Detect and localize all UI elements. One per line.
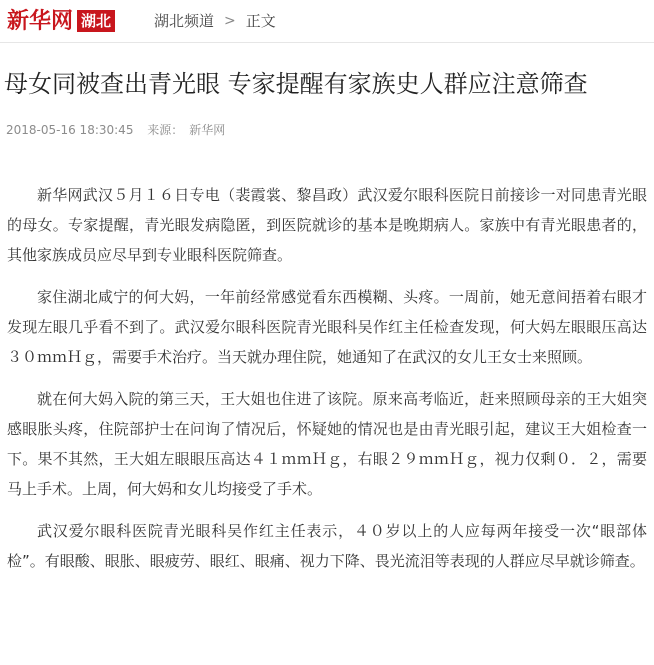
article-paragraph: 新华网武汉５月１６日专电（裴霞裳、黎昌政）武汉爱尔眼科医院日前接诊一对同患青光眼的母女。专家提醒，青光眼发病隐匿，到医院就诊的基本是晚期病人。家族中有青光眼患者的，其他家族成员应尽早到专业眼科医院筛查。 [7, 186, 647, 264]
article-date: 2018-05-16 18:30:45 [6, 123, 134, 137]
breadcrumb-channel-link[interactable]: 湖北频道 [154, 12, 215, 30]
article-source: 新华网 [189, 123, 226, 137]
article-paragraph: 家住湖北咸宁的何大妈，一年前经常感觉看东西模糊、头疼。一周前，她无意间捂着右眼才发现左眼几乎看不到了。武汉爱尔眼科医院青光眼科吴作红主任检查发现，何大妈左眼眼压高达３０ｍｍＨｇ，需要手术治疗。当天就办理住院，她通知了在武汉的女儿王女士来照顾。 [7, 288, 647, 366]
breadcrumb [154, 11, 276, 31]
article-meta [6, 121, 235, 139]
article-body [7, 180, 647, 588]
logo-region-badge: 湖北 [77, 10, 115, 32]
logo-main-text: 新华网 [7, 8, 74, 34]
site-header [0, 0, 654, 43]
source-label: 来源： [147, 123, 184, 137]
article-title: 母女同被查出青光眼 专家提醒有家族史人群应注意筛查 [4, 70, 588, 98]
breadcrumb-current: 正文 [245, 12, 276, 30]
site-logo[interactable] [7, 7, 115, 35]
article-paragraph: 武汉爱尔眼科医院青光眼科吴作红主任表示，４０岁以上的人应每两年接受一次“眼部体检”。有眼酸、眼胀、眼疲劳、眼红、眼痛、视力下降、畏光流泪等表现的人群应尽早就诊筛查。 [7, 522, 647, 570]
article-paragraph: 就在何大妈入院的第三天，王大姐也住进了该院。原来高考临近，赶来照顾母亲的王大姐突感眼胀头疼，住院部护士在问询了情况后，怀疑她的情况也是由青光眼引起，建议王大姐检查一下。果不其然，王大姐左眼眼压高达４１ｍｍＨｇ，右眼２９ｍｍＨｇ，视力仅剩０．２，需要马上手术。上周，何大妈和女儿均接受了手术。 [7, 390, 647, 498]
breadcrumb-separator: > [224, 13, 236, 29]
